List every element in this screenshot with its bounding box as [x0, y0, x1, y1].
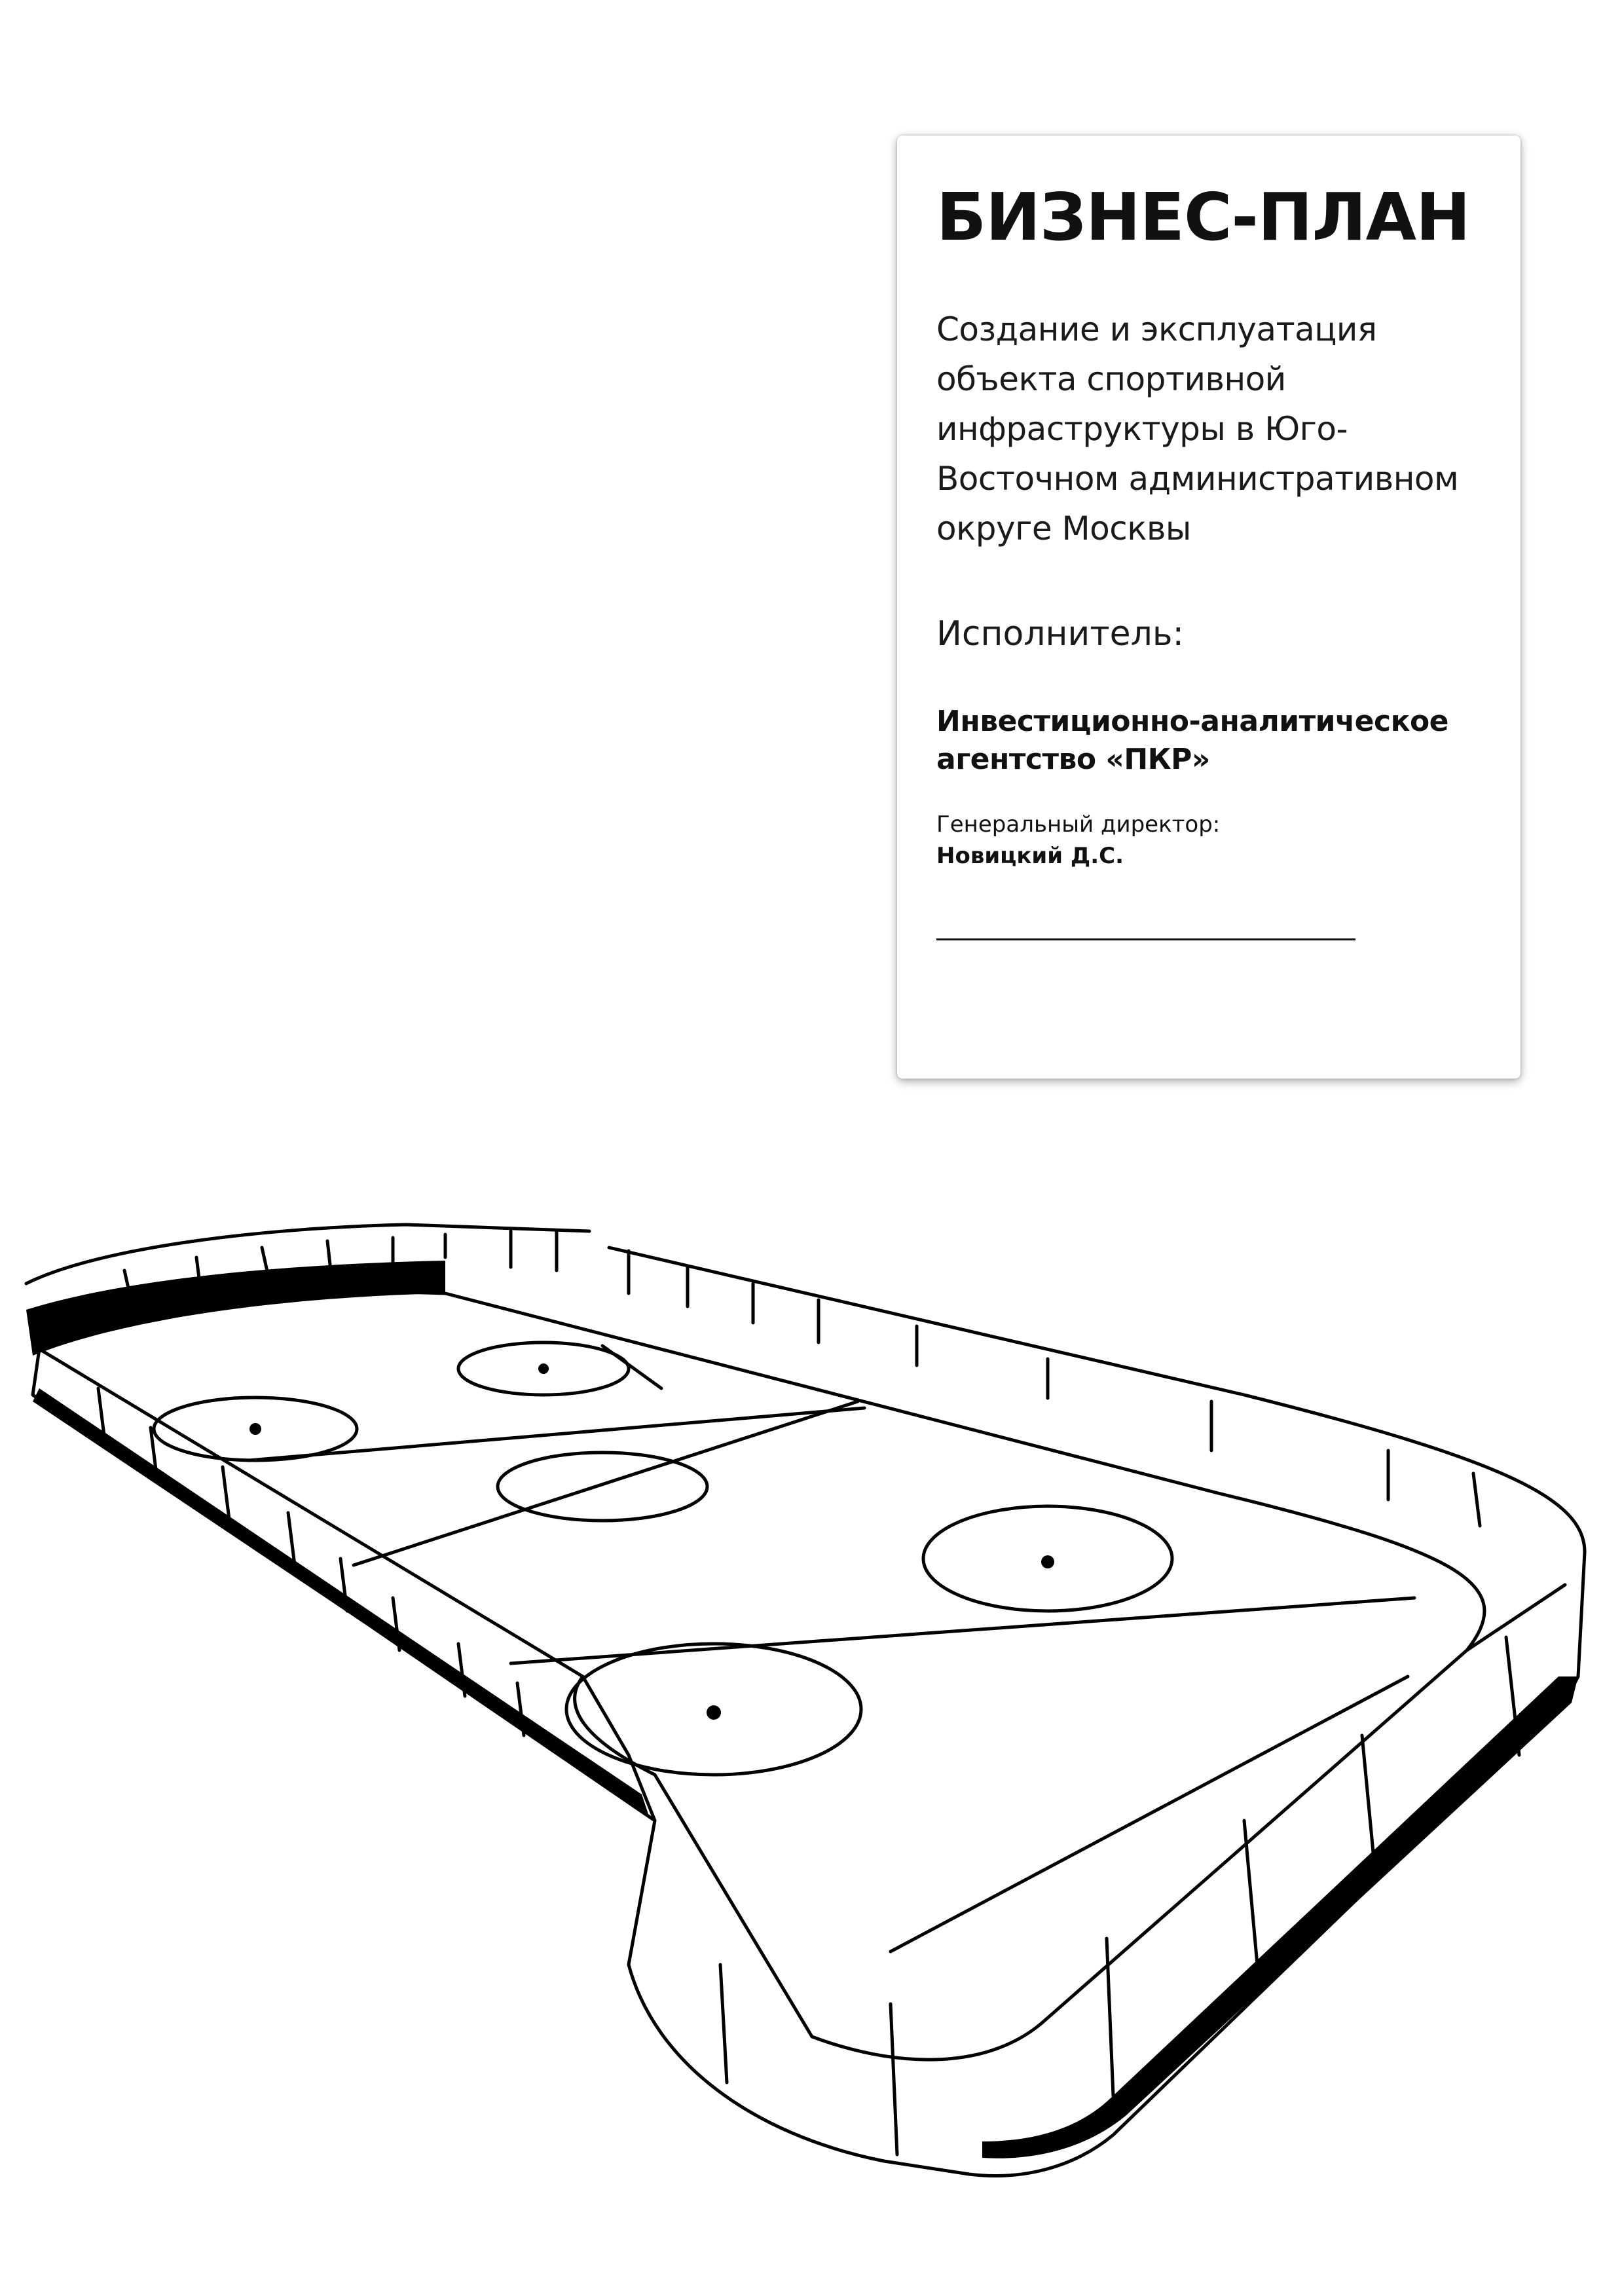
title-card: [897, 136, 1521, 1079]
rink-center-circle: [498, 1453, 707, 1521]
rink-skirting-right: [982, 1676, 1578, 2158]
performer-label: Исполнитель:: [936, 614, 1185, 654]
rink-ice-outline: [39, 1292, 1484, 2060]
rink-faceoff-dot-near-left: [707, 1705, 721, 1720]
rink-board-top-right: [609, 1248, 1585, 1552]
signature-line: [936, 938, 1355, 940]
rink-faceoff-dot-near-right: [1041, 1555, 1054, 1568]
rink-center-line: [354, 1401, 858, 1565]
director-label: Генеральный директор:: [936, 811, 1221, 838]
rink-faceoff-dot-far-right: [538, 1363, 549, 1374]
hockey-rink-illustration: [0, 1179, 1622, 2240]
document-subtitle: Создание и эксплуатация объекта спортивной инфраструктуры в Юго-Восточном административном округе Москвы: [936, 310, 1459, 547]
director-name: Новицкий Д.С.: [936, 843, 1124, 869]
rink-blue-line-near: [511, 1598, 1414, 1663]
rink-board-right: [884, 1552, 1585, 2176]
document-title: БИЗНЕС-ПЛАН: [936, 179, 1470, 255]
rink-board-panels-front: [98, 1388, 1519, 2155]
agency-name: Инвестиционно-аналитическое агентство «ПКР»: [936, 705, 1449, 776]
rink-faceoff-dot-far-left: [249, 1423, 261, 1435]
rink-skirting-top-left: [26, 1261, 445, 1356]
rink-blue-line-far: [249, 1408, 864, 1460]
